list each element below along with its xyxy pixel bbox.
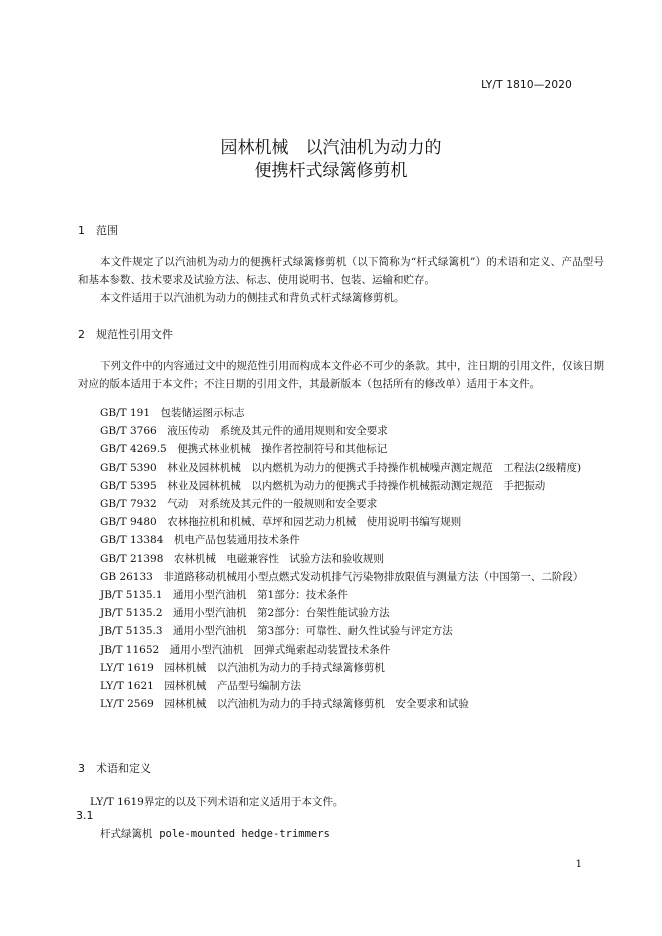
- reference-item: GB/T 13384 机电产品包装通用技术条件: [100, 534, 300, 547]
- reference-item: GB/T 21398 农林机械 电磁兼容性 试验方法和验收规则: [100, 552, 384, 565]
- reference-item: LY/T 1619 园林机械 以汽油机为动力的手持式绿篱修剪机: [100, 661, 385, 674]
- reference-item: GB/T 7932 气动 对系统及其元件的一般规则和安全要求: [100, 498, 378, 511]
- reference-item: GB/T 4269.5 便携式林业机械 操作者控制符号和其他标记: [100, 443, 388, 456]
- section-1-heading: 1 范围: [78, 224, 118, 237]
- scope-paragraph-1: 本文件规定了以汽油机为动力的便携杆式绿篱修剪机（以下简称为“杆式绿篱机”）的术语和定义、产品型号和基本参数、技术要求及试验方法、标志、使用说明书、包装、运输和贮存。: [78, 256, 604, 286]
- scope-paragraph-2: 本文件适用于以汽油机为动力的侧挂式和背负式杆式绿篱修剪机。: [100, 292, 405, 304]
- document-title: [0, 137, 662, 183]
- reference-item: GB/T 5395 林业及园林机械 以内燃机为动力的便携式手持操作机械振动测定规范 手把振动: [100, 479, 546, 492]
- reference-item: JB/T 5135.1 通用小型汽油机 第1部分：技术条件: [100, 589, 348, 602]
- reference-item: GB/T 9480 农林拖拉机和机械、草坪和园艺动力机械 使用说明书编写规则: [100, 516, 462, 529]
- reference-item: GB 26133 非道路移动机械用小型点燃式发动机排气污染物排放限值与测量方法（中国第一、二阶段）: [100, 570, 584, 583]
- references-intro: 下列文件中的内容通过文中的规范性引用而构成本文件必不可少的条款。其中，注日期的引用文件，仅该日期对应的版本适用于本文件；不注日期的引用文件，其最新版本（包括所有的修改单）适用于本文件。: [78, 360, 604, 390]
- reference-item: JB/T 11652 通用小型汽油机 回弹式绳索起动装置技术条件: [100, 643, 391, 656]
- term-english: pole-mounted hedge-trimmers: [159, 828, 330, 840]
- term-chinese: 杆式绿篱机: [100, 828, 153, 840]
- title-line-1: 园林机械 以汽油机为动力的: [220, 138, 442, 158]
- reference-item: JB/T 5135.2 通用小型汽油机 第2部分：台架性能试验方法: [100, 607, 390, 620]
- standard-code: LY/T 1810—2020: [481, 79, 572, 91]
- title-line-2: 便携杆式绿篱修剪机: [254, 161, 408, 181]
- section-2-heading: 2 规范性引用文件: [78, 328, 173, 341]
- reference-item: GB/T 5390 林业及园林机械 以内燃机为动力的便携式手持操作机械噪声测定规范 工程法(2级精度): [100, 461, 582, 474]
- page-number: 1: [575, 859, 582, 870]
- reference-item: GB/T 3766 液压传动 系统及其元件的通用规则和安全要求: [100, 425, 388, 438]
- section-3-heading: 3 术语和定义: [78, 762, 151, 775]
- clause-number: 3.1: [76, 809, 94, 822]
- reference-item: LY/T 2569 园林机械 以汽油机为动力的手持式绿篱修剪机 安全要求和试验: [100, 698, 469, 711]
- reference-list: [78, 404, 604, 713]
- reference-item: JB/T 5135.3 通用小型汽油机 第3部分：可靠性、耐久性试验与评定方法: [100, 625, 453, 638]
- terms-intro: LY/T 1619界定的以及下列术语和定义适用于本文件。: [90, 796, 344, 808]
- reference-item: LY/T 1621 园林机械 产品型号编制方法: [100, 680, 301, 693]
- term-entry: [100, 826, 330, 841]
- reference-item: GB/T 191 包装储运图示标志: [100, 407, 245, 419]
